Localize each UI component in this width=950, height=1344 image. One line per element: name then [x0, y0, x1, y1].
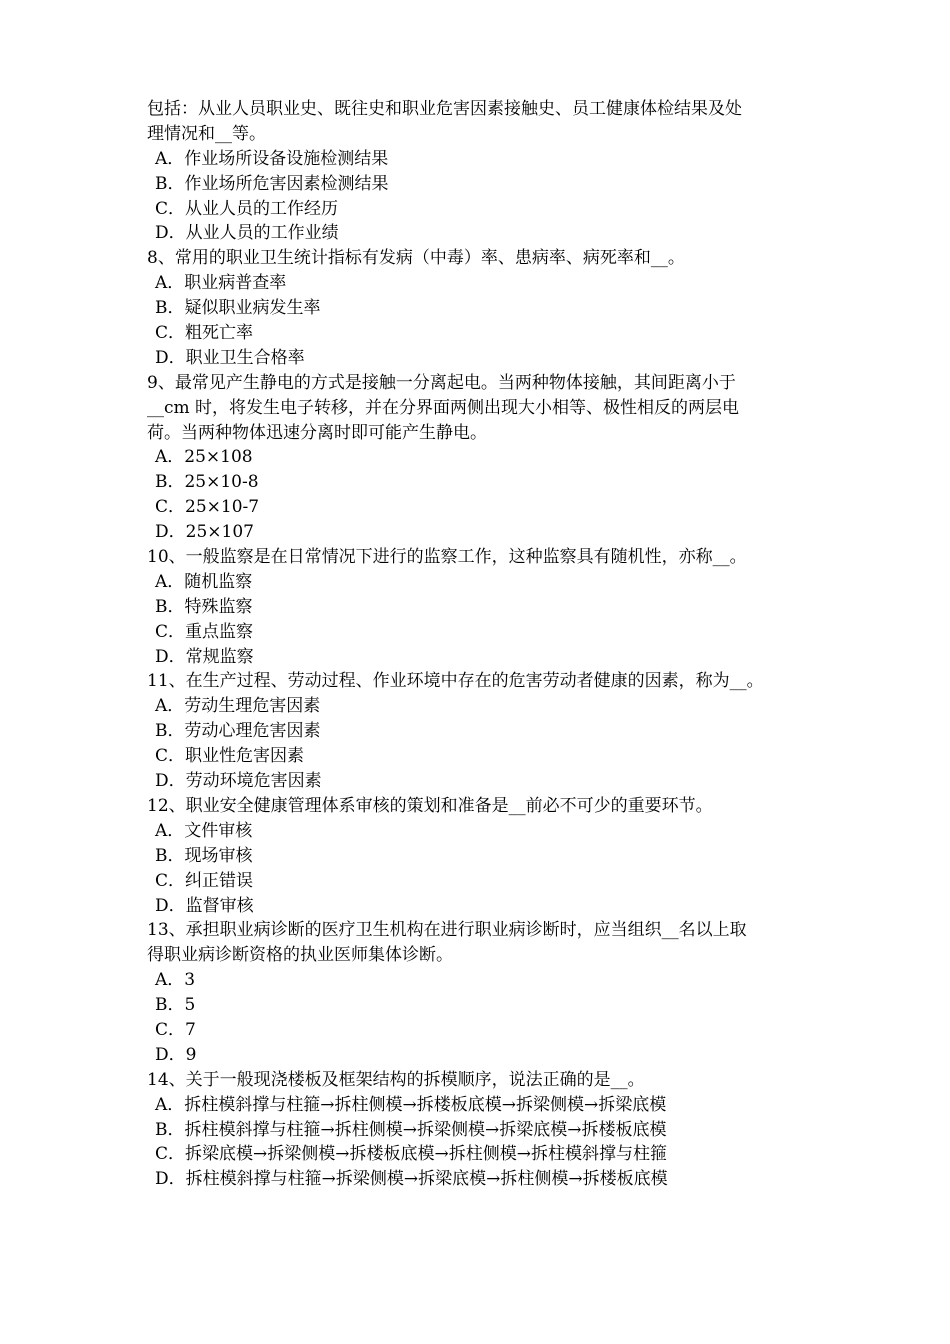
question-12	[147, 794, 809, 918]
question-stem-line: 13、承担职业病诊断的医疗卫生机构在进行职业病诊断时，应当组织__名以上取	[147, 920, 747, 941]
question-stem-line: 包括：从业人员职业史、既往史和职业危害因素接触史、员工健康体检结果及处	[147, 99, 742, 119]
option-a: A．作业场所设备设施检测结果	[155, 148, 389, 169]
option-c: C．粗死亡率	[155, 323, 254, 344]
option-b: B．现场审核	[155, 845, 253, 866]
option-a: A．25×108	[155, 447, 253, 468]
option-d: D．9	[155, 1044, 197, 1065]
question-stem-line: 10、一般监察是在日常情况下进行的监察工作，这种监察具有随机性，亦称__。	[147, 547, 747, 568]
question-stem-line: 荷。当两种物体迅速分离时即可能产生静电。	[147, 422, 487, 443]
option-d: D．25×107	[155, 522, 254, 543]
question-stem-line: __cm 时，将发生电子转移，并在分界面两侧出现大小相等、极性相反的两层电	[147, 397, 740, 418]
question-stem-line: 理情况和__等。	[147, 123, 266, 144]
option-b: B．作业场所危害因素检测结果	[155, 173, 389, 194]
option-c: C．职业性危害因素	[155, 746, 305, 767]
question-stem-line: 8、常用的职业卫生统计指标有发病（中毒）率、患病率、病死率和__。	[147, 248, 685, 269]
option-c: C．从业人员的工作经历	[155, 198, 339, 219]
question-10	[147, 545, 809, 669]
option-b: B．疑似职业病发生率	[155, 298, 321, 319]
question-stem-line: 12、职业安全健康管理体系审核的策划和准备是__前必不可少的重要环节。	[147, 795, 713, 816]
option-d: D．从业人员的工作业绩	[155, 223, 339, 244]
option-b: B．5	[155, 995, 196, 1016]
option-b: B．拆柱模斜撑与柱箍→拆柱侧模→拆梁侧模→拆梁底模→拆楼板底模	[155, 1119, 667, 1140]
option-d: D．职业卫生合格率	[155, 347, 305, 368]
option-c: C．7	[155, 1019, 196, 1040]
option-a: A．3	[155, 970, 196, 991]
question-8	[147, 246, 809, 370]
option-a: A．劳动生理危害因素	[155, 696, 321, 717]
question-stem-line: 得职业病诊断资格的执业医师集体诊断。	[147, 945, 453, 966]
option-c: C．纠正错误	[155, 870, 254, 891]
question-stem-line: 11、在生产过程、劳动过程、作业环境中存在的危害劳动者健康的因素，称为__。	[147, 671, 764, 692]
question-stem-line: 9、最常见产生静电的方式是接触一分离起电。当两种物体接触，其间距离小于	[147, 372, 736, 393]
option-a: A．文件审核	[155, 820, 253, 841]
option-d: D．监督审核	[155, 895, 254, 916]
option-b: B．劳动心理危害因素	[155, 721, 321, 742]
option-a: A．随机监察	[155, 571, 253, 592]
question-11	[147, 669, 809, 793]
option-c: C．拆梁底模→拆梁侧模→拆楼板底模→拆柱侧模→拆柱模斜撑与柱箍	[155, 1144, 667, 1165]
option-b: B．特殊监察	[155, 596, 253, 617]
question-13	[147, 918, 809, 1067]
question-stem-line: 14、关于一般现浇楼板及框架结构的拆模顺序，说法正确的是__。	[147, 1069, 645, 1090]
option-d: D．拆柱模斜撑与柱箍→拆梁侧模→拆梁底模→拆柱侧模→拆楼板底模	[155, 1169, 668, 1190]
question-7-continued	[147, 97, 809, 246]
option-c: C．重点监察	[155, 621, 254, 642]
option-a: A．拆柱模斜撑与柱箍→拆柱侧模→拆楼板底模→拆梁侧模→拆梁底模	[155, 1094, 667, 1115]
option-a: A．职业病普查率	[155, 273, 287, 294]
option-c: C．25×10-7	[155, 497, 260, 518]
question-9	[147, 371, 809, 545]
option-d: D．劳动环境危害因素	[155, 771, 322, 792]
option-b: B．25×10-8	[155, 472, 259, 493]
question-14	[147, 1068, 809, 1192]
document-body	[147, 97, 809, 1192]
option-d: D．常规监察	[155, 646, 254, 667]
